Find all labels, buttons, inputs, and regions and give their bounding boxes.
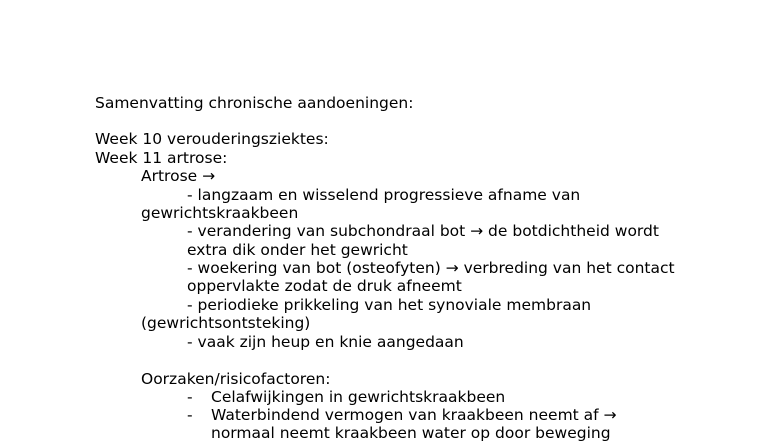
artrose-item-3-line-1: - woekering van bot (osteofyten) → verbreding van het contact bbox=[187, 259, 675, 277]
artrose-item-4-line-1: - periodieke prikkeling van het synoviale membraan bbox=[187, 296, 592, 314]
artrose-item-4-line-2: (gewrichtsontsteking) bbox=[141, 314, 311, 332]
cause-1-bullet: - bbox=[187, 388, 193, 406]
document-title: Samenvatting chronische aandoeningen: bbox=[95, 94, 414, 112]
week-10-heading: Week 10 verouderingsziektes: bbox=[95, 130, 329, 148]
artrose-item-1-line-2: gewrichtskraakbeen bbox=[141, 204, 299, 222]
artrose-item-3-line-2: oppervlakte zodat de druk afneemt bbox=[187, 277, 462, 295]
artrose-heading: Artrose → bbox=[141, 167, 216, 185]
cause-1-text: Celafwijkingen in gewrichtskraakbeen bbox=[211, 388, 506, 406]
artrose-item-1-line-1: - langzaam en wisselend progressieve afname van bbox=[187, 186, 581, 204]
artrose-item-2-line-2: extra dik onder het gewricht bbox=[187, 241, 408, 259]
artrose-item-2-line-1: - verandering van subchondraal bot → de botdichtheid wordt bbox=[187, 222, 659, 240]
cause-2-text-line-1: Waterbindend vermogen van kraakbeen neemt af → bbox=[211, 406, 617, 424]
cause-2-text-line-2: normaal neemt kraakbeen water op door beweging bbox=[211, 424, 611, 441]
causes-heading: Oorzaken/risicofactoren: bbox=[141, 370, 331, 388]
artrose-item-5: - vaak zijn heup en knie aangedaan bbox=[187, 333, 464, 351]
week-11-heading: Week 11 artrose: bbox=[95, 149, 228, 167]
cause-2-bullet: - bbox=[187, 406, 193, 424]
